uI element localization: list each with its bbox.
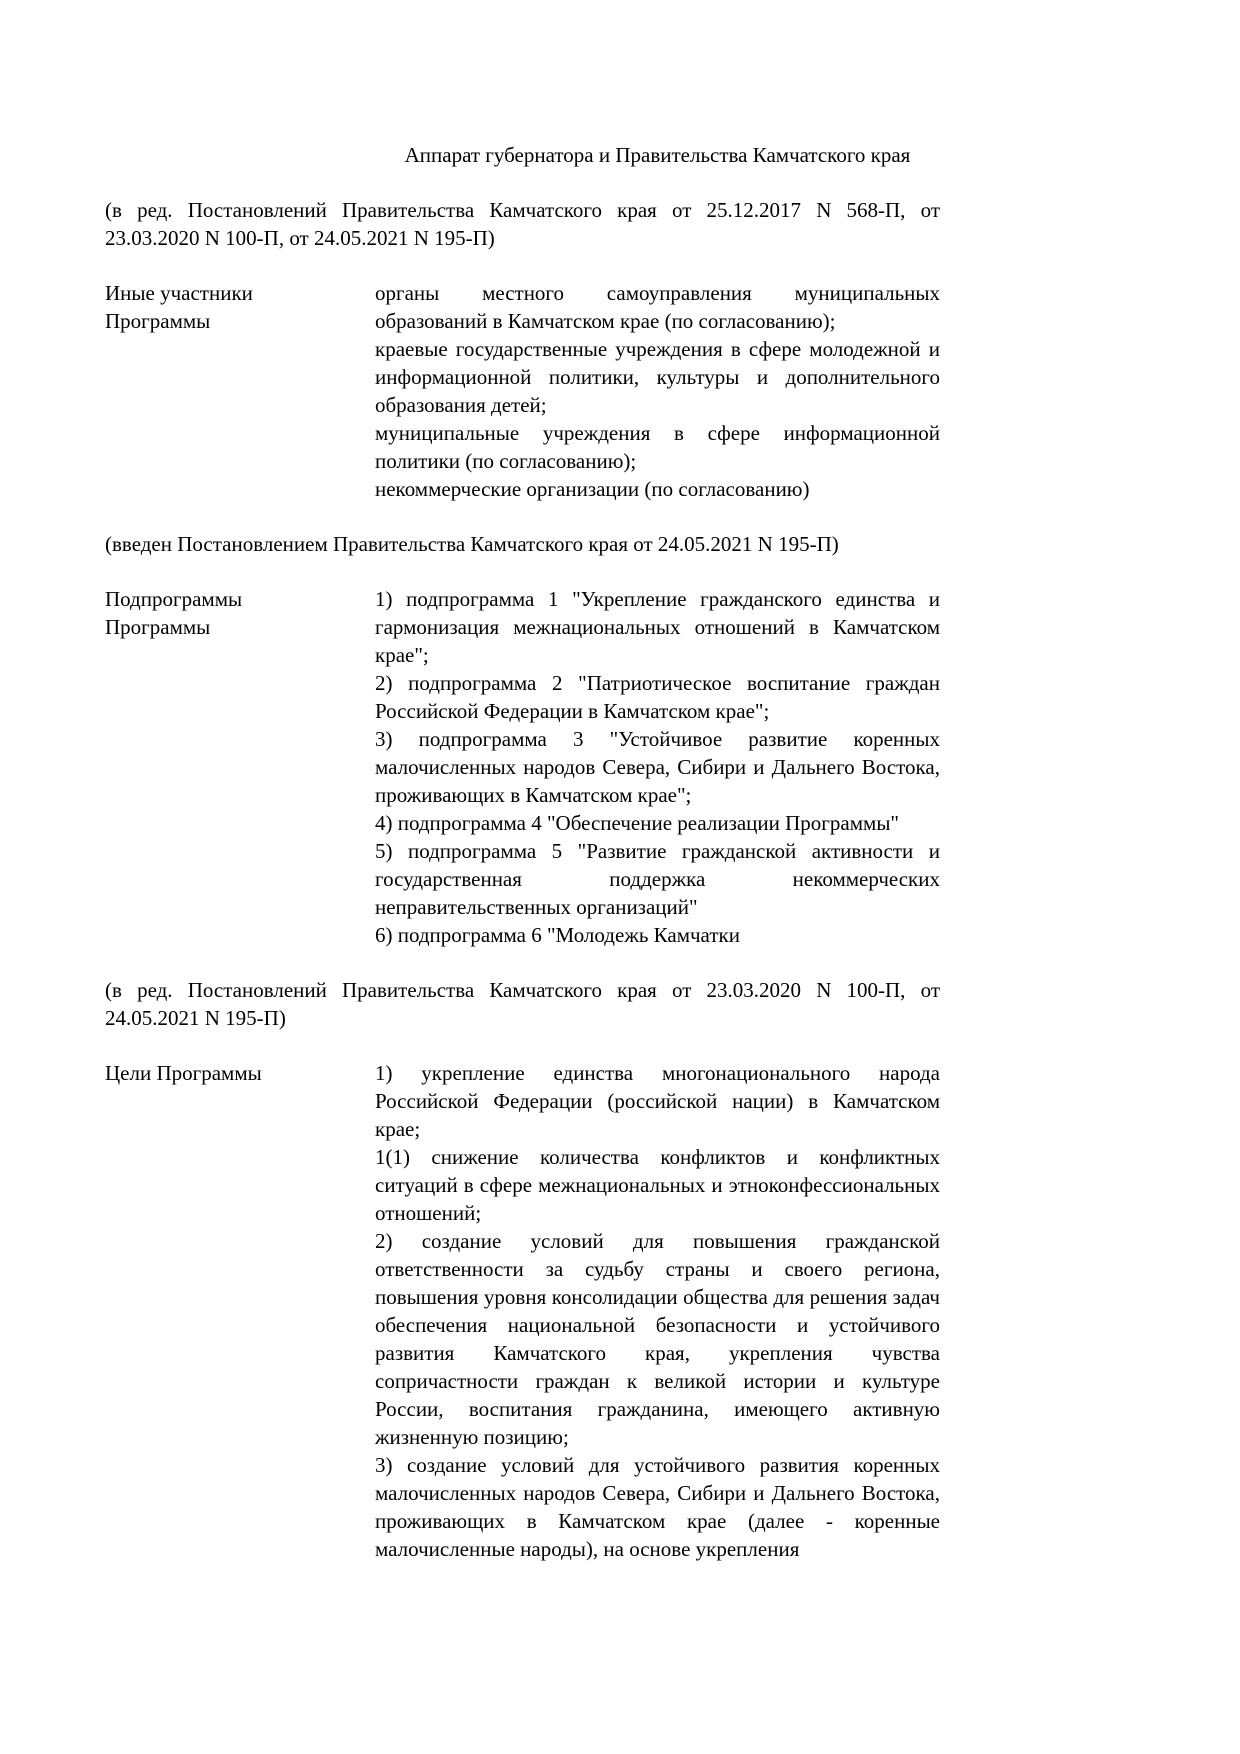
section-label-other-participants: Иные участники Программы (105, 281, 253, 333)
section-other-participants (105, 279, 940, 503)
content-paragraph: некоммерческие организации (по согласованию) (375, 477, 810, 501)
content-paragraph: 1) подпрограмма 1 "Укрепление гражданского единства и гармонизация межнациональных отношений в Камчатском крае"; (375, 587, 940, 667)
section-goals (105, 1059, 940, 1563)
content-paragraph: 3) подпрограмма 3 "Устойчивое развитие коренных малочисленных народов Севера, Сибири и Дальнего Востока, проживающих в Камчатском крае"; (375, 727, 940, 807)
section-content-goals (375, 1059, 940, 1563)
content-paragraph: 3) создание условий для устойчивого развития коренных малочисленных народов Севера, Сибири и Дальнего Востока, проживающих в Камчатском крае (далее - коренные малочисленные народы), на основе укрепления (375, 1453, 940, 1561)
content-paragraph: 1(1) снижение количества конфликтов и конфликтных ситуаций в сфере межнациональных и этноконфессиональных отношений; (375, 1145, 940, 1225)
content-paragraph: 2) создание условий для повышения гражданской ответственности за судьбу страны и своего региона, повышения уровня консолидации общества для решения задач обеспечения национальной безопасности и устойчивого развития Камчатского края, укрепления чувства сопричастности граждан к великой истории и культуре России, воспитания гражданина, имеющего активную жизненную позицию; (375, 1229, 940, 1449)
content-paragraph: муниципальные учреждения в сфере информационной политики (по согласованию); (375, 421, 940, 473)
content-paragraph: 2) подпрограмма 2 "Патриотическое воспитание граждан Российской Федерации в Камчатском крае"; (375, 671, 940, 723)
section-subprograms (105, 585, 940, 949)
amendment-note-2: (введен Постановлением Правительства Камчатского края от 24.05.2021 N 195-П) (105, 532, 839, 556)
amendment-note-3: (в ред. Постановлений Правительства Камчатского края от 23.03.2020 N 100-П, от 24.05.2021 N 195-П) (105, 978, 940, 1030)
content-paragraph: 6) подпрограмма 6 "Молодежь Камчатки (375, 923, 740, 947)
content-paragraph: 5) подпрограмма 5 "Развитие гражданской активности и государственная поддержка некоммерческих неправительственных организаций" (375, 839, 940, 919)
document-title: Аппарат губернатора и Правительства Камчатского края (404, 143, 911, 167)
content-paragraph: краевые государственные учреждения в сфере молодежной и информационной политики, культуры и дополнительного образования детей; (375, 337, 940, 417)
amendment-note-1: (в ред. Постановлений Правительства Камчатского края от 25.12.2017 N 568-П, от 23.03.2020 N 100-П, от 24.05.2021 N 195-П) (105, 198, 940, 250)
section-label-goals: Цели Программы (105, 1061, 262, 1085)
section-label-subprograms: Подпрограммы Программы (105, 587, 243, 639)
section-content-subprograms (375, 585, 940, 949)
content-paragraph: органы местного самоуправления муниципальных образований в Камчатском крае (по согласованию); (375, 281, 940, 333)
content-paragraph: 1) укрепление единства многонационального народа Российской Федерации (российской нации) в Камчатском крае; (375, 1061, 940, 1141)
content-paragraph: 4) подпрограмма 4 "Обеспечение реализации Программы" (375, 811, 900, 835)
section-content-other-participants (375, 279, 940, 503)
